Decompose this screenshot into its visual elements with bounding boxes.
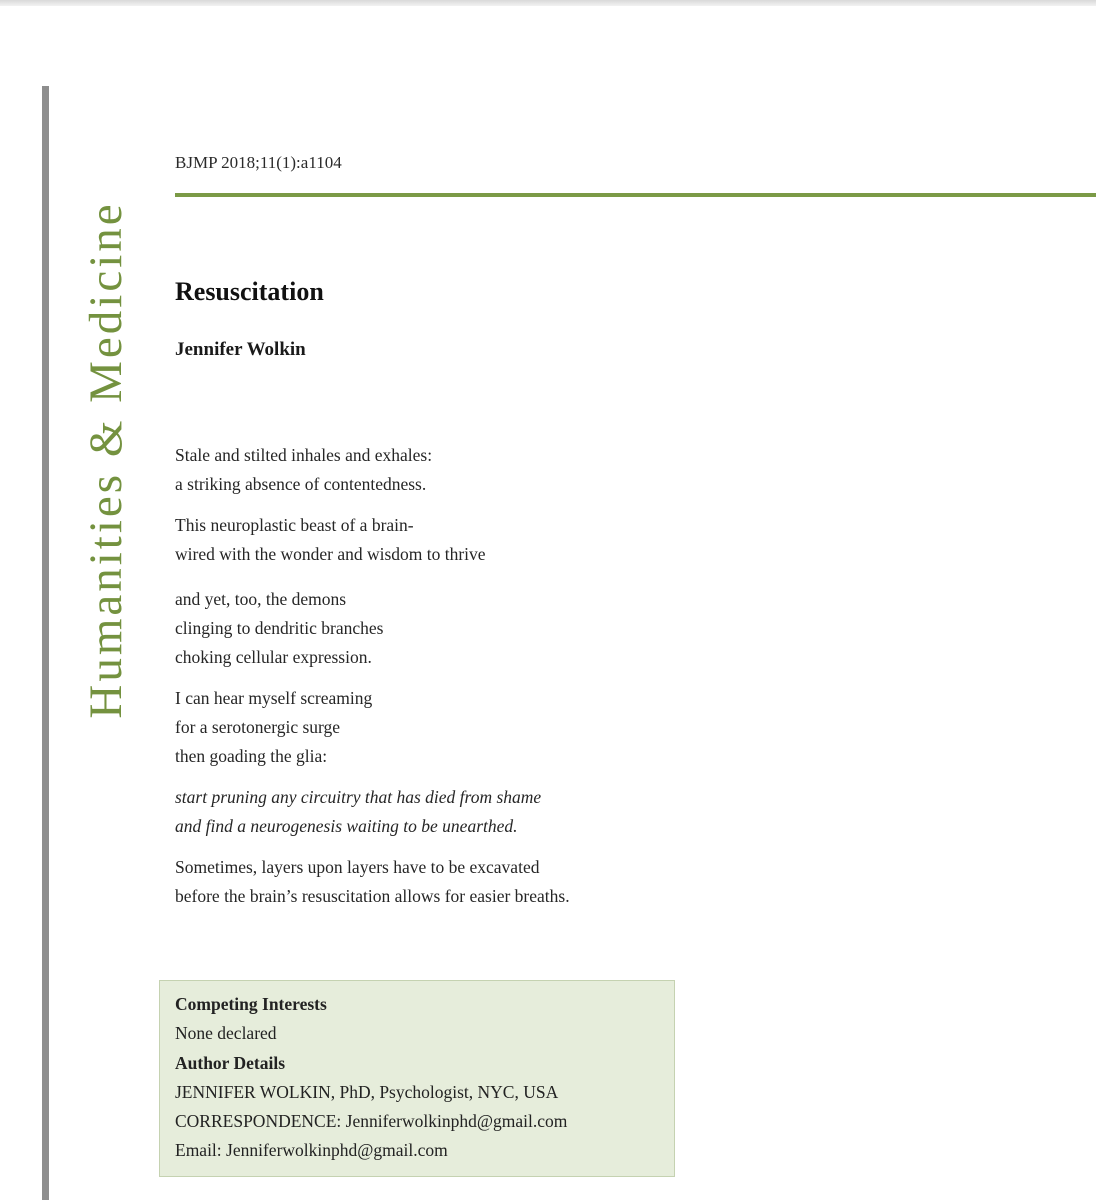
poem-line: a striking absence of contentedness. [175,474,427,494]
stanza [175,684,735,771]
poem-line: start pruning any circuitry that has died from shame [175,787,542,807]
poem-line: This neuroplastic beast of a brain- [175,515,414,535]
poem-line: for a serotonergic surge [175,717,341,737]
left-margin-bar [42,86,49,1200]
correspondence-text: CORRESPONDENCE: Jenniferwolkinphd@gmail.com [175,1111,568,1132]
email-text: Email: Jenniferwolkinphd@gmail.com [175,1140,448,1161]
poem-line: Sometimes, layers upon layers have to be excavated [175,857,540,877]
poem-line: and yet, too, the demons [175,589,347,609]
stanza [175,441,735,499]
stanza [175,511,735,569]
competing-interests-text: None declared [175,1023,277,1044]
poem-line: I can hear myself screaming [175,688,373,708]
section-label: Humanities & Medicine [80,201,132,719]
competing-interests-heading: Competing Interests [175,994,327,1014]
poem-line: then goading the glia: [175,746,328,766]
poem [175,441,735,923]
poem-line: clinging to dendritic branches [175,618,384,638]
stanza [175,585,735,672]
poem-line: before the brain’s resuscitation allows for easier breaths. [175,886,570,906]
author-details-heading: Author Details [175,1052,286,1073]
poem-line: and find a neurogenesis waiting to be unearthed. [175,816,518,836]
poem-line: choking cellular expression. [175,647,372,667]
author-info-box [159,980,675,1177]
article-title: Resuscitation [175,277,324,306]
stanza-italic [175,783,735,841]
top-rule [0,0,1096,6]
journal-citation: BJMP 2018;11(1):a1104 [175,153,342,172]
header-divider [175,193,1096,197]
author-details-text: JENNIFER WOLKIN, PhD, Psychologist, NYC, USA [175,1081,559,1102]
poem-line: Stale and stilted inhales and exhales: [175,445,433,465]
poem-line: wired with the wonder and wisdom to thrive [175,544,486,564]
stanza [175,853,735,911]
article-author: Jennifer Wolkin [175,339,306,360]
